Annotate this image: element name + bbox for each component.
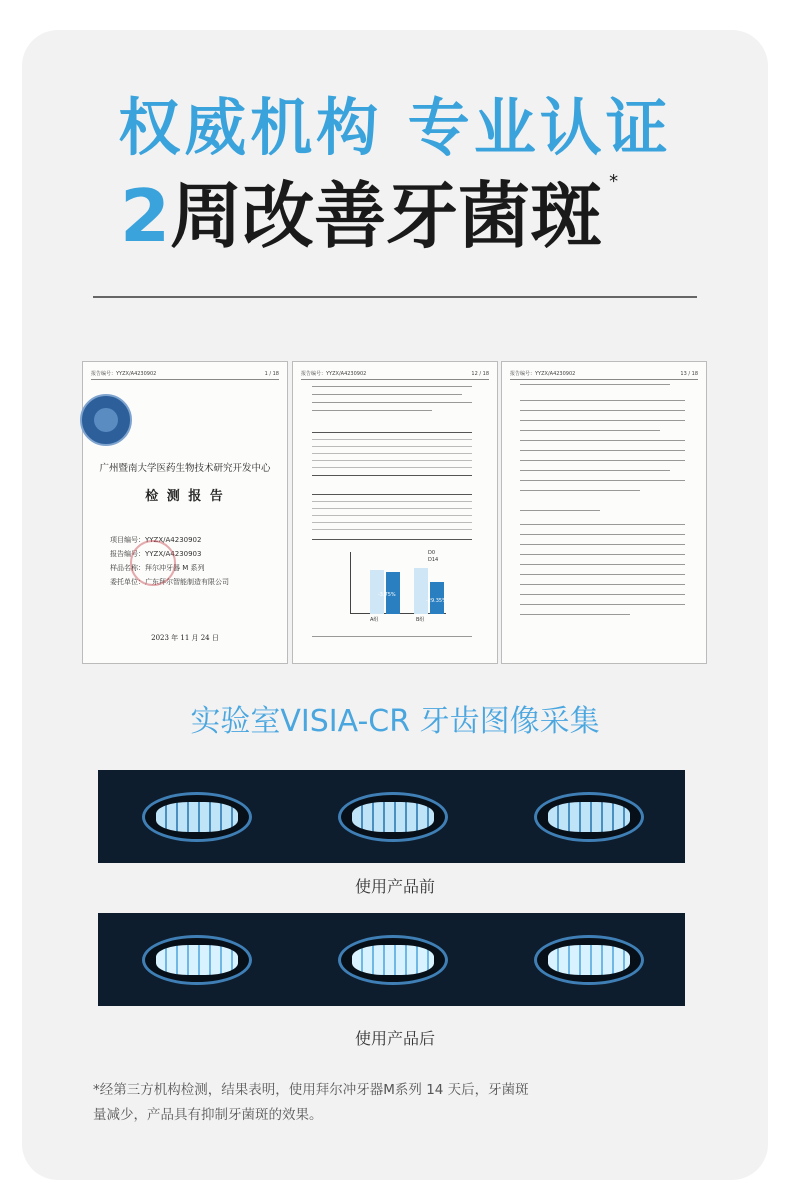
text-line xyxy=(520,614,630,615)
teeth-left-view xyxy=(156,945,238,975)
text-line xyxy=(520,534,685,535)
chart-bar-b-d0 xyxy=(414,568,428,614)
data-table-2 xyxy=(312,494,472,540)
footnote-line-1: *经第三方机构检测，结果表明，使用拜尔冲牙器M系列 14 天后，牙菌斑 xyxy=(93,1082,529,1098)
plaque-chart xyxy=(340,548,450,624)
text-line xyxy=(520,584,685,585)
text-line xyxy=(520,410,685,411)
report-field-3: 样品名称：拜尔冲牙器 M 系列 xyxy=(110,564,205,572)
report-field-1: 项目编号：YYZX/A4230902 xyxy=(110,536,202,544)
text-line xyxy=(312,394,462,395)
text-line xyxy=(520,430,660,431)
report-date: 2023 年 11 月 24 日 xyxy=(151,634,219,642)
report-page2-header-right: 12 / 18 xyxy=(471,371,489,377)
report-page2-header-left: 报告编号：YYZX/A4230902 xyxy=(301,371,367,377)
footnote xyxy=(93,1078,653,1128)
report-page3-header-right: 13 / 18 xyxy=(680,371,698,377)
headline-asterisk: * xyxy=(609,171,619,192)
text-line xyxy=(520,460,685,461)
after-teeth-photo xyxy=(98,913,685,1006)
report-title: 检 测 报 告 xyxy=(145,489,225,504)
text-line xyxy=(520,554,685,555)
text-line xyxy=(520,574,685,575)
footnote-line-2: 量减少，产品具有抑制牙菌斑的效果。 xyxy=(93,1107,323,1123)
teeth-front-view xyxy=(352,802,434,832)
university-seal-icon xyxy=(80,394,132,446)
headline-authority: 权威机构 专业认证 xyxy=(118,91,672,164)
text-line xyxy=(520,420,685,421)
teeth-left-view xyxy=(156,802,238,832)
report-cover-header-right: 1 / 18 xyxy=(264,371,279,377)
chart-label-a: -3.75% xyxy=(378,592,396,598)
chart-label-b: -29.35% xyxy=(426,598,447,604)
text-line xyxy=(520,480,685,481)
text-line xyxy=(520,440,685,441)
report-page3-header-left: 报告编号：YYZX/A4230902 xyxy=(510,371,576,377)
data-table-1 xyxy=(312,432,472,476)
text-line xyxy=(520,450,685,451)
chart-group-a: A组 xyxy=(370,617,379,623)
teeth-right-view xyxy=(548,945,630,975)
text-line xyxy=(520,604,685,605)
text-line xyxy=(520,510,600,511)
text-line xyxy=(312,386,472,387)
teeth-right-view xyxy=(548,802,630,832)
text-line xyxy=(312,410,432,411)
report-page-3 xyxy=(501,361,707,664)
text-line xyxy=(520,594,685,595)
text-line xyxy=(520,524,685,525)
headline-number: 2 xyxy=(120,174,171,258)
chart-legend-d14: D14 xyxy=(428,557,439,563)
report-field-4: 委托单位：广东拜尔智能制造有限公司 xyxy=(110,578,229,586)
text-line xyxy=(520,400,685,401)
red-stamp-icon xyxy=(130,540,176,586)
before-teeth-photo xyxy=(98,770,685,863)
chart-legend-d0: D0 xyxy=(428,550,436,556)
after-caption: 使用产品后 xyxy=(354,1029,435,1048)
section-title: 实验室VISIA-CR 牙齿图像采集 xyxy=(190,704,600,739)
report-cover-header-left: 报告编号：YYZX/A4230902 xyxy=(91,371,157,377)
text-line xyxy=(520,564,685,565)
text-line xyxy=(312,402,472,403)
text-line xyxy=(520,490,640,491)
chart-group-b: B组 xyxy=(416,617,425,623)
headline-text: 周改善牙菌斑 xyxy=(170,174,603,258)
report-field-2: 报告编号：YYZX/A4230903 xyxy=(110,550,202,558)
report-institution: 广州暨南大学医药生物技术研究开发中心 xyxy=(99,463,271,474)
before-caption: 使用产品前 xyxy=(354,877,435,896)
headline-result xyxy=(120,171,619,258)
text-line xyxy=(520,470,670,471)
text-line xyxy=(520,544,685,545)
divider xyxy=(93,296,697,298)
teeth-front-view xyxy=(352,945,434,975)
text-line xyxy=(312,636,472,637)
text-line xyxy=(520,384,670,385)
